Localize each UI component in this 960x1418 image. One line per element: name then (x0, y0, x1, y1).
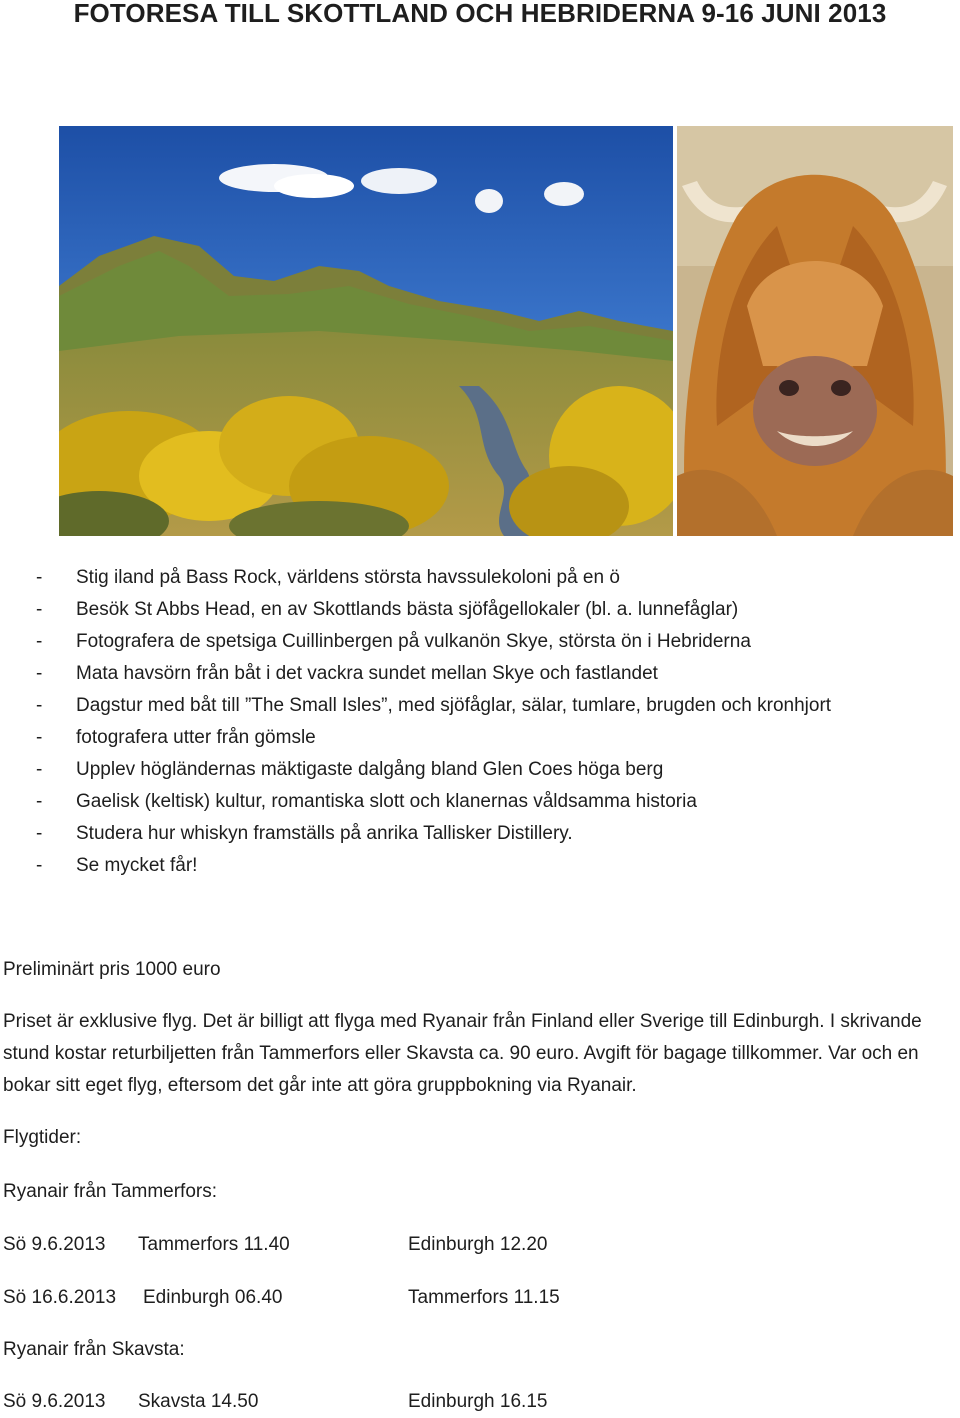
list-item: - Besök St Abbs Head, en av Skottlands bästa sjöfågellokaler (bl. a. lunnefåglar) (36, 599, 739, 620)
price-line: Preliminärt pris 1000 euro (3, 959, 221, 980)
landscape-photo (59, 126, 673, 536)
flight-departure: Skavsta 14.50 (138, 1391, 259, 1412)
flight-date: Sö 16.6.2013 (3, 1287, 117, 1308)
flight-arrival: Edinburgh 12.20 (408, 1234, 548, 1255)
flight-arrival: Edinburgh 16.15 (408, 1391, 548, 1412)
flight-departure: Tammerfors 11.40 (138, 1234, 290, 1255)
flight-times-heading: Flygtider: (3, 1127, 82, 1148)
list-item: - Fotografera de spetsiga Cuillinbergen på vulkanön Skye, största ön i Hebriderna (36, 631, 751, 652)
tampere-heading: Ryanair från Tammerfors: (3, 1181, 217, 1202)
list-item: - fotografera utter från gömsle (36, 727, 316, 748)
list-item: - Dagstur med båt till ”The Small Isles”, med sjöfåglar, sälar, tumlare, brugden och kronhjort (36, 695, 832, 716)
price-note: Priset är exklusive flyg. Det är billigt att flyga med Ryanair från Finland eller Sverige till Edinburgh. I skrivande stund kostar returbiljetten från Tammerfors eller Skavsta ca. 90 euro. Avgift för bagage tillkommer. Var och en bokar sitt eget flyg, eftersom det går inte att göra gruppbokning via Ryanair. (3, 1011, 922, 1096)
list-item: - Gaelisk (keltisk) kultur, romantiska slott och klanernas våldsamma historia (36, 791, 697, 812)
flight-date: Sö 9.6.2013 (3, 1234, 106, 1255)
page-title: FOTORESA TILL SKOTTLAND OCH HEBRIDERNA 9-16 JUNI 2013 (73, 0, 887, 28)
highland-cow-photo (677, 126, 953, 536)
list-item: - Upplev högländernas mäktigaste dalgång bland Glen Coes höga berg (36, 759, 664, 780)
skavsta-heading: Ryanair från Skavsta: (3, 1339, 185, 1360)
list-item: - Mata havsörn från båt i det vackra sundet mellan Skye och fastlandet (36, 663, 658, 684)
list-item: - Studera hur whiskyn framställs på anrika Tallisker Distillery. (36, 823, 573, 844)
list-item: - Se mycket får! (36, 855, 198, 876)
list-item: - Stig iland på Bass Rock, världens största havssulekoloni på en ö (36, 567, 620, 588)
flight-departure: Edinburgh 06.40 (143, 1287, 283, 1308)
flight-date: Sö 9.6.2013 (3, 1391, 106, 1412)
flight-arrival: Tammerfors 11.15 (408, 1287, 560, 1308)
highlights-list (36, 562, 831, 882)
